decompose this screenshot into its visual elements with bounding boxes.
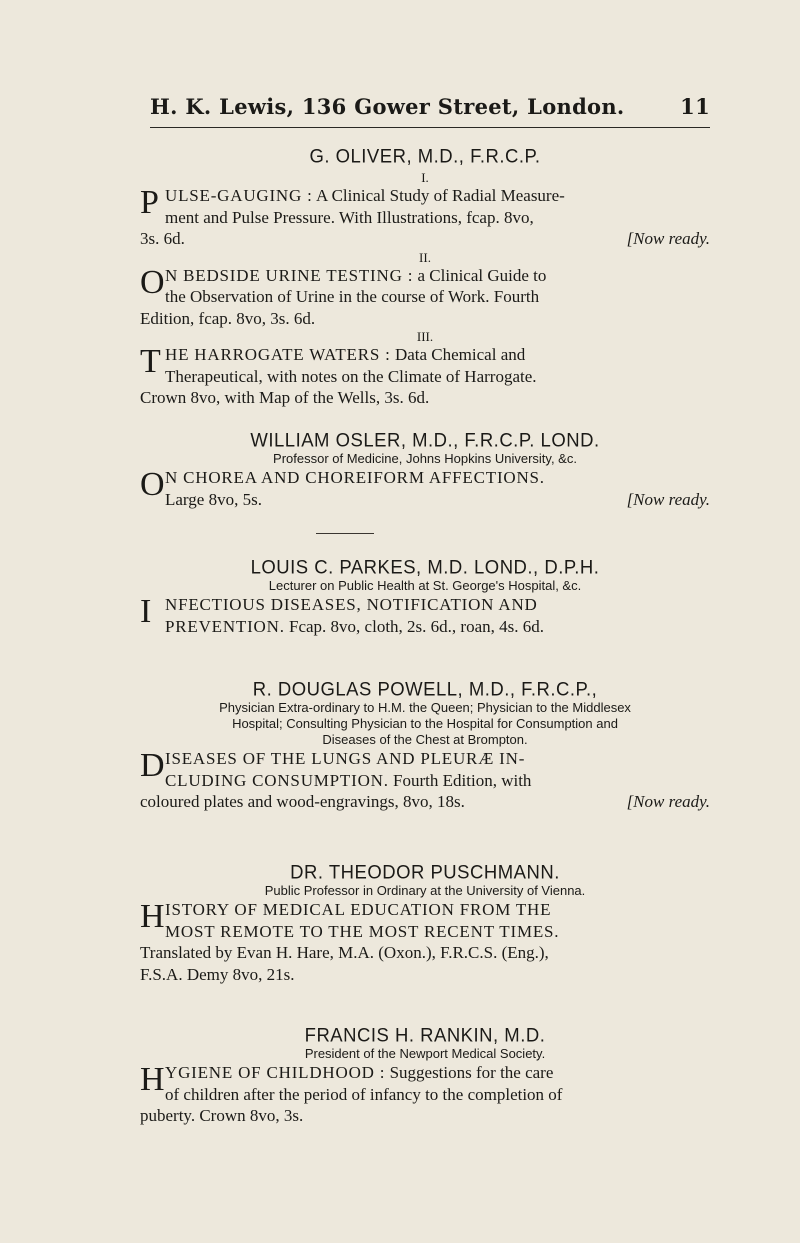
work-text: a Clinical Guide to xyxy=(417,265,547,285)
running-head xyxy=(150,94,710,119)
status-note: [Now ready. xyxy=(626,792,710,811)
work-numeral: III. xyxy=(416,329,434,344)
work-title: MOST REMOTE TO THE MOST RECENT TIMES. xyxy=(165,921,560,941)
work-chorea xyxy=(140,467,710,510)
work-harrogate-waters xyxy=(140,344,710,409)
publisher-address: H. K. Lewis, 136 Gower Street, London. xyxy=(150,94,625,119)
entry-puschmann xyxy=(140,861,710,985)
author-affiliation: President of the Newport Medical Society. xyxy=(304,1046,546,1061)
entry-oliver xyxy=(140,145,710,409)
work-text: Edition, fcap. 8vo, 3s. 6d. xyxy=(140,308,316,328)
work-text: Crown 8vo, with Map of the Wells, 3s. 6d. xyxy=(140,388,430,407)
work-title: YGIENE OF CHILDHOOD : xyxy=(165,1063,386,1082)
author-name: FRANCIS H. RANKIN, M.D. xyxy=(304,1023,546,1046)
work-text: A Clinical Study of Radial Measure- xyxy=(315,186,565,205)
author-name: G. OLIVER, M.D., F.R.C.P. xyxy=(309,144,541,167)
drop-cap: H xyxy=(140,1061,165,1098)
work-title: HE HARROGATE WATERS : xyxy=(165,345,391,364)
entry-powell xyxy=(140,678,710,813)
entry-osler xyxy=(140,429,710,510)
work-text: of children after the period of infancy to the completion of xyxy=(165,1084,563,1104)
section-rule xyxy=(316,533,374,534)
work-text: the Observation of Urine in the course of Work. Fourth xyxy=(165,287,540,306)
work-price: puberty. Crown 8vo, 3s. xyxy=(140,1106,304,1125)
drop-cap: T xyxy=(140,343,161,380)
author-name: DR. THEODOR PUSCHMANN. xyxy=(290,860,560,883)
work-text: Suggestions for the care xyxy=(389,1063,554,1082)
work-text: Therapeutical, with notes on the Climate of Harrogate. xyxy=(165,366,537,386)
author-affiliation: Lecturer on Public Health at St. George's Hospital, &c. xyxy=(268,578,582,593)
page-number: 11 xyxy=(680,94,710,119)
drop-cap: O xyxy=(140,263,165,301)
work-title: ISEASES OF THE LUNGS AND PLEURÆ IN- xyxy=(165,749,526,768)
work-title: PREVENTION. xyxy=(165,616,285,636)
status-note: [Now ready. xyxy=(626,489,710,509)
work-pulse-gauging xyxy=(140,185,710,250)
drop-cap: P xyxy=(140,184,159,221)
drop-cap: D xyxy=(140,747,165,784)
drop-cap: H xyxy=(140,898,165,935)
entry-rankin xyxy=(140,1024,710,1127)
status-note: [Now ready. xyxy=(626,229,710,248)
author-name: WILLIAM OSLER, M.D., F.R.C.P. LOND. xyxy=(250,428,600,451)
work-diseases-of-lungs xyxy=(140,748,710,813)
work-text: Fourth Edition, with xyxy=(393,770,532,790)
work-title: NFECTIOUS DISEASES, NOTIFICATION AND xyxy=(165,595,538,614)
work-price: Large 8vo, 5s. xyxy=(165,489,262,509)
author-name: R. DOUGLAS POWELL, M.D., F.R.C.P., xyxy=(252,677,598,700)
author-affiliation: Public Professor in Ordinary at the University of Vienna. xyxy=(264,883,586,898)
work-numeral: II. xyxy=(419,249,431,265)
work-hygiene-of-childhood xyxy=(140,1062,710,1127)
author-affiliation: Professor of Medicine, Johns Hopkins University, &c. xyxy=(273,451,577,466)
work-title: N BEDSIDE URINE TESTING : xyxy=(165,265,414,285)
author-affiliation: Physician Extra-ordinary to H.M. the Queen; Physician to the Middlesex xyxy=(219,700,631,715)
header-rule xyxy=(150,127,710,128)
drop-cap: I xyxy=(140,593,152,630)
work-text: ment and Pulse Pressure. With Illustrations, fcap. 8vo, xyxy=(165,207,534,227)
author-affiliation: Hospital; Consulting Physician to the Hospital for Consumption and xyxy=(232,716,618,731)
work-title: CLUDING CONSUMPTION. xyxy=(165,770,389,790)
work-text: Translated by Evan H. Hare, M.A. (Oxon.), F.R.C.S. (Eng.), xyxy=(140,943,549,962)
work-price: coloured plates and wood-engravings, 8vo, 18s. xyxy=(140,792,465,811)
author-name: LOUIS C. PARKES, M.D. LOND., D.P.H. xyxy=(250,555,600,578)
work-infectious-diseases xyxy=(140,594,710,637)
work-text: Data Chemical and xyxy=(394,345,526,364)
work-price: F.S.A. Demy 8vo, 21s. xyxy=(140,964,295,984)
work-title: ISTORY OF MEDICAL EDUCATION FROM THE xyxy=(165,900,552,919)
work-history-medical-education xyxy=(140,899,710,985)
work-price: 3s. 6d. xyxy=(140,229,185,248)
entry-parkes xyxy=(140,556,710,637)
work-text: Fcap. 8vo, cloth, 2s. 6d., roan, 4s. 6d. xyxy=(289,616,544,636)
work-title: N CHOREA AND CHOREIFORM AFFECTIONS. xyxy=(165,468,545,487)
work-numeral: I. xyxy=(421,170,429,185)
drop-cap: O xyxy=(140,466,165,503)
author-affiliation: Diseases of the Chest at Brompton. xyxy=(322,732,528,747)
work-title: ULSE-GAUGING : xyxy=(165,186,313,205)
work-bedside-urine xyxy=(140,265,710,330)
